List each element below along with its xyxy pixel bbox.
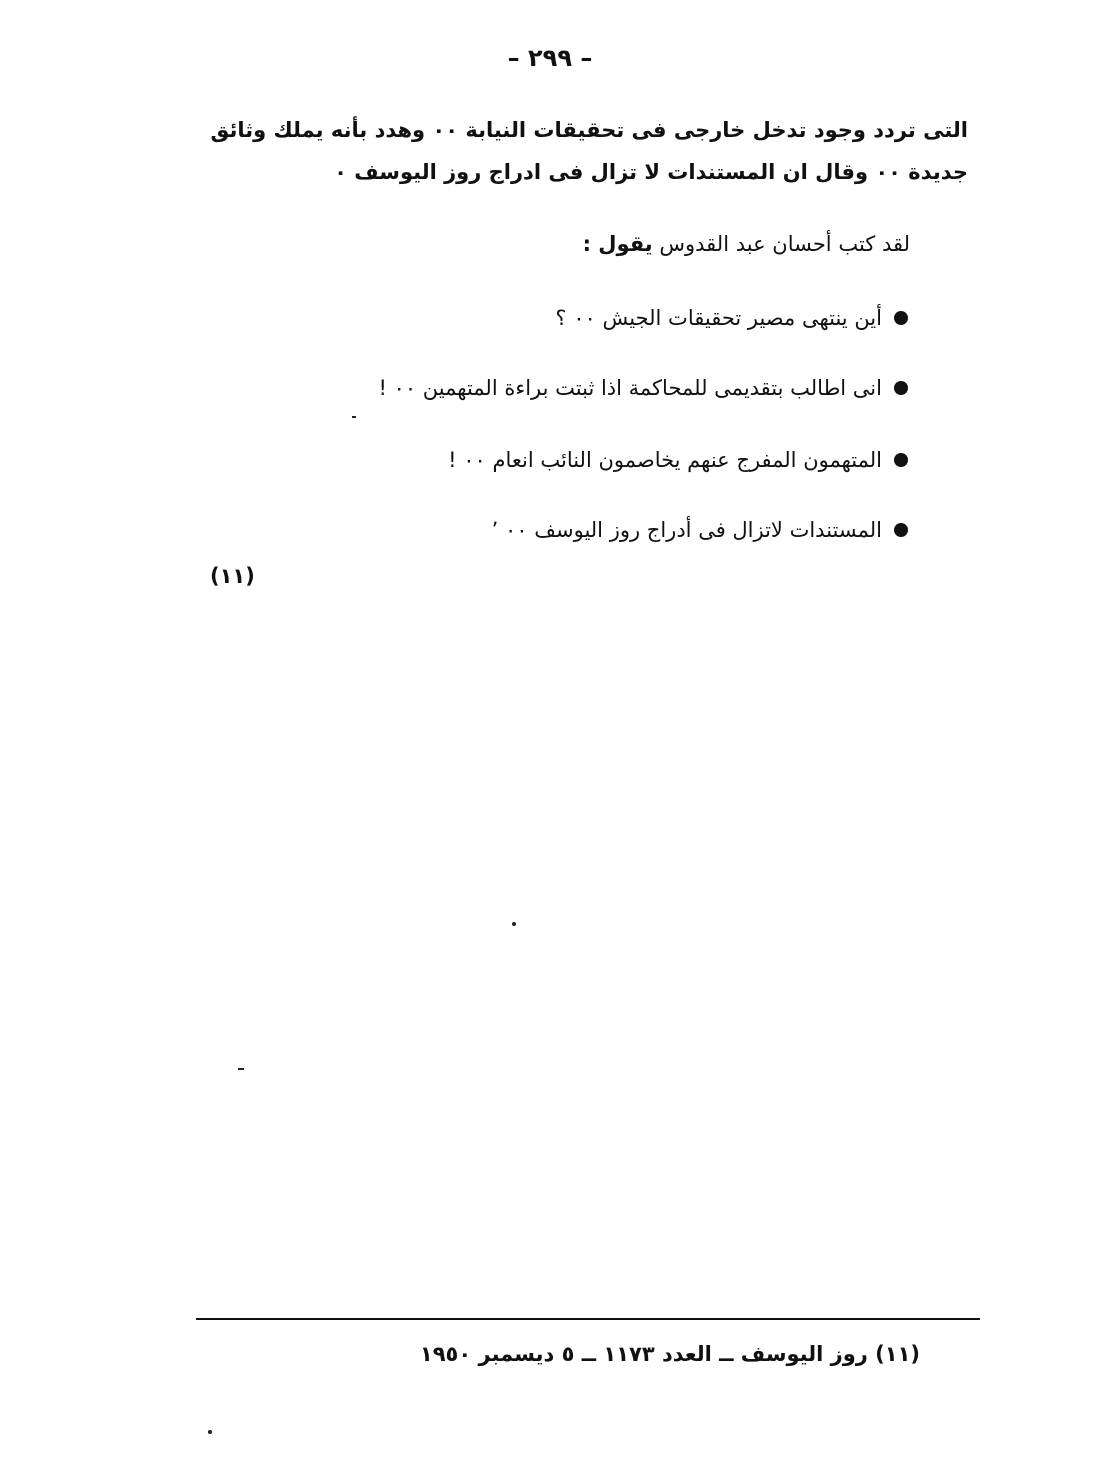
bullet-item (448, 448, 908, 472)
footnote-divider (196, 1318, 980, 1320)
bullet-item (492, 518, 908, 542)
bullet-text: أين ينتهى مصير تحقيقات الجيش ٠٠ ؟ (555, 306, 882, 330)
bullet-text: المتهمون المفرج عنهم يخاصمون النائب انعام ٠٠ ! (448, 448, 882, 472)
scan-speck (352, 416, 356, 418)
footnote: (١١) روز اليوسف ــ العدد ١١٧٣ ــ ٥ ديسمبر ١٩٥٠ (419, 1342, 920, 1366)
paragraph-line-1: التى تردد وجود تدخل خارجى فى تحقيقات النيابة ٠٠ وهدد بأنه يملك وثائق (210, 118, 968, 142)
bullet-text: انى اطالب بتقديمى للمحاكمة اذا ثبتت براءة المتهمين ٠٠ ! (378, 376, 882, 400)
reference-marker: (١١) (210, 564, 255, 588)
bullet-dot-icon (894, 311, 908, 325)
bullet-dot-icon (894, 453, 908, 467)
intro-text-bold: يقول : (582, 232, 653, 256)
scan-speck (512, 922, 516, 926)
bullet-dot-icon (894, 381, 908, 395)
scan-speck (238, 1068, 244, 1070)
bullet-item (378, 376, 908, 400)
intro-text: لقد كتب أحسان عبد القدوس (652, 232, 910, 256)
scan-speck (208, 1430, 212, 1434)
paragraph-line-2: جديدة ٠٠ وقال ان المستندات لا تزال فى ادراج روز اليوسف ٠ (334, 160, 968, 184)
bullet-text: المستندات لاتزال فى أدراج روز اليوسف ٠٠ ٬ (491, 518, 882, 542)
bullet-item (555, 306, 908, 330)
bullet-dot-icon (894, 523, 908, 537)
page-number: – ٢٩٩ – (507, 44, 593, 72)
intro-line (110, 232, 910, 256)
